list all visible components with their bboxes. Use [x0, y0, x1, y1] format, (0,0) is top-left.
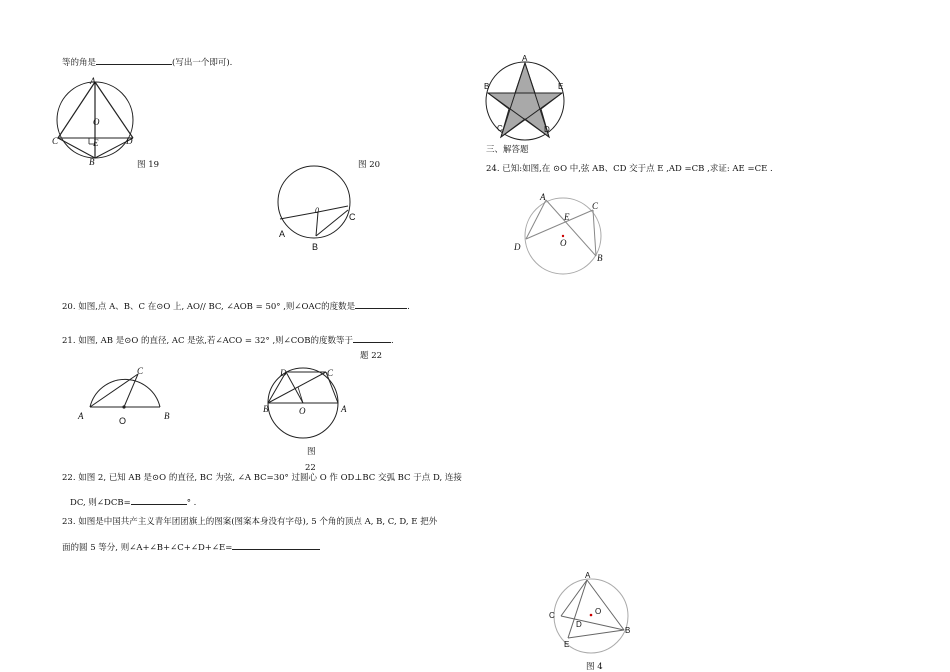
top-line: [62, 56, 232, 69]
q23-line2-text: 面的圆 5 等分, 则∠A+∠B+∠C+∠D+∠E=: [62, 543, 233, 553]
question-24: 24. 已知:如图,在 ⊙O 中,弦 AB、CD 交于点 E ,AD =CB ,求证: AE =CE .: [486, 164, 773, 174]
q22-line2-suffix: ° .: [186, 498, 197, 508]
fig22-title: 题 22: [360, 351, 383, 361]
fig22-label-a: A: [341, 404, 347, 414]
fig19-label-c: C: [52, 136, 59, 146]
star-label-e: E: [558, 82, 564, 91]
section-3-title: 三、解答题: [486, 145, 529, 155]
star-label-c: C: [497, 124, 503, 133]
q20-answer-blank: [355, 300, 407, 309]
fig22-label-b: B: [263, 404, 269, 414]
figure-22: [266, 365, 346, 445]
fig4-caption: 图 4: [586, 662, 603, 672]
fig19-label-a: A: [90, 76, 96, 86]
q22-line2-text: DC, 则∠DCB=: [70, 498, 131, 508]
top-line-suffix: (写出一个即可).: [172, 58, 233, 68]
question-23-line2: [62, 541, 320, 554]
fig24-label-d: D: [514, 242, 521, 252]
fig22-label-d: D: [280, 368, 287, 378]
fig21-label-b: B: [164, 411, 170, 421]
question-23-line1: 23. 如图是中国共产主义青年团团旗上的图案(图案本身没有字母), 5 个角的顶点 A, B, C, D, E 把外: [62, 517, 438, 527]
fig21-label-a: A: [78, 411, 84, 421]
q21-text: 21. 如图, AB 是⊙O 的直径, AC 是弦,若∠ACO = 32° ,则∠COB的度数等于: [62, 336, 354, 346]
fig21-label-o: O: [119, 416, 127, 426]
fig20-label-o: 0: [315, 206, 319, 215]
q22-answer-blank: [131, 496, 187, 505]
fig19-label-o: O: [93, 117, 100, 127]
figure-20: [275, 162, 365, 252]
fig20-label-a: A: [279, 229, 286, 239]
fig22-caption-line2: 22: [305, 463, 316, 473]
fig21-label-c: C: [137, 366, 144, 376]
fig20-label-c: C: [349, 212, 356, 222]
q21-suffix: .: [391, 336, 394, 346]
fig22-label-o: O: [299, 406, 306, 416]
star-label-d: D: [544, 125, 550, 134]
fig4-label-o: O: [595, 607, 602, 616]
fig24-label-b: B: [597, 253, 603, 263]
fig24-label-o: O: [560, 238, 567, 248]
star-label-a: A: [522, 54, 528, 63]
q23-answer-blank: [232, 541, 320, 550]
fig4-label-c: C: [549, 611, 555, 620]
q21-answer-blank: [353, 334, 391, 343]
top-line-text: 等的角是: [62, 58, 97, 68]
fig24-label-e: E: [564, 212, 570, 222]
fig19-label-e: E: [93, 138, 99, 148]
fig19-label-b: B: [89, 157, 95, 167]
fig4-label-d: D: [576, 620, 582, 629]
question-22-line2: [70, 496, 196, 509]
question-20: [62, 300, 410, 313]
q20-suffix: .: [407, 302, 410, 312]
fig22-label-c: C: [327, 368, 334, 378]
fig22-caption-line1: 图: [307, 447, 316, 457]
fig24-label-c: C: [592, 201, 599, 211]
fig4-label-e: E: [564, 640, 570, 649]
answer-blank: [96, 56, 172, 65]
fig20-caption: 图 20: [358, 160, 381, 170]
question-22-line1: 22. 如图 2, 已知 AB 是⊙O 的直径, BC 为弦, ∠A BC=30° 过圆心 O 作 OD⊥BC 交弧 BC 于点 D, 连接: [62, 473, 462, 483]
q20-text: 20. 如图,点 A、B、C 在⊙O 上, AO// BC, ∠AOB = 50° ,则∠OAC的度数是: [62, 302, 356, 312]
fig24-label-a: A: [540, 192, 546, 202]
star-figure: [483, 57, 573, 147]
fig19-label-d: D: [126, 136, 133, 146]
fig19-caption: 图 19: [137, 160, 160, 170]
star-label-b: B: [484, 82, 490, 91]
question-21: [62, 334, 394, 347]
fig20-label-b: B: [312, 242, 319, 252]
fig4-label-a: A: [585, 571, 591, 580]
fig4-label-b: B: [625, 626, 631, 635]
figure-21: [88, 368, 168, 413]
